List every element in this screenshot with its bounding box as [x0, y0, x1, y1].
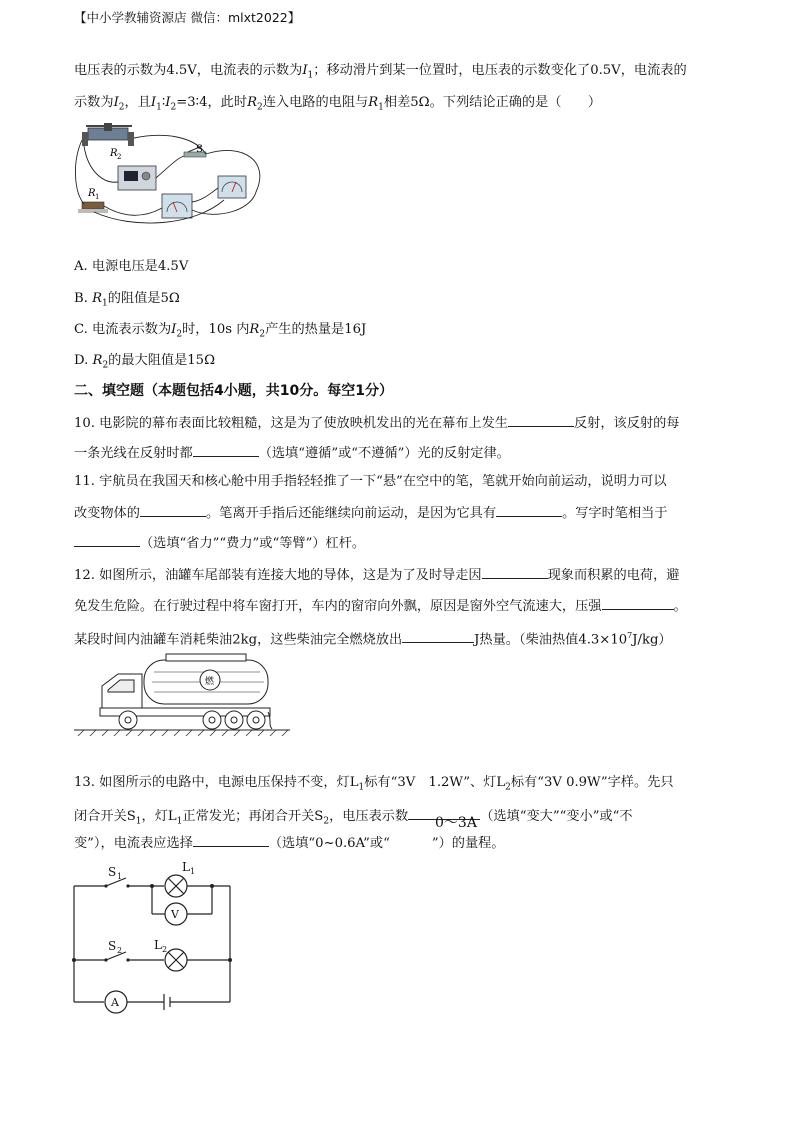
tank-label: 燃 — [205, 677, 215, 687]
text: 示数为 — [74, 95, 114, 110]
label-sub: 2 — [117, 946, 123, 955]
exponent: 7 — [627, 631, 633, 640]
q9-stem-line1: 电压表的示数为4.5V，电流表的示数为$I_1$；移动滑片到某一位置时，电压表的示数变化了0.5V，电流表的 — [74, 63, 687, 81]
text: 现象而积累的电荷，避 — [547, 568, 680, 583]
var-r: R — [92, 353, 103, 368]
q11-line1 — [74, 473, 667, 491]
answer-blank[interactable] — [402, 629, 474, 643]
text: 变”），电流表应选择 — [74, 836, 193, 851]
label-sub: 2 — [162, 945, 168, 954]
answer-blank[interactable] — [508, 413, 574, 427]
var-i: I — [113, 95, 119, 110]
var-i: I — [165, 95, 171, 110]
q9-apparatus-figure — [74, 122, 270, 232]
text: （选填“省力”“费力”或“等臂”）杠杆。 — [140, 536, 366, 551]
svg-text:2: 2 — [117, 153, 122, 161]
section-title: 二、填空题（本题包括4小题，共10分。每空1分） — [74, 383, 393, 399]
var-i: I — [171, 322, 177, 337]
text: D. — [74, 353, 93, 368]
text: 某段时间内油罐车消耗柴油2kg，这些柴油完全燃烧放出 — [74, 632, 403, 648]
var-s: S — [126, 809, 136, 824]
text: 反射，该反射的每 — [573, 416, 680, 431]
text: （选填“遵循”或“不遵循”）光的反射定律。 — [258, 446, 510, 461]
q11-line3 — [74, 533, 365, 553]
label-r2: R — [110, 148, 118, 159]
q13-circuit-figure — [66, 860, 246, 1018]
text: 改变物体的 — [74, 506, 140, 521]
q13-line1 — [74, 774, 674, 797]
text: ，电压表示数 — [329, 809, 409, 824]
text: A. 电源电压是4.5V — [74, 259, 189, 274]
text: 的阻值是5Ω — [107, 291, 180, 306]
q9-option-a[interactable] — [74, 258, 188, 276]
text: J/kg） — [632, 632, 672, 648]
text: （选填“变大”“变小”或“不 — [480, 809, 633, 824]
text: 连入电路的电阻与 — [262, 95, 369, 110]
q9-option-c[interactable]: C. 电流表示数为$I_2$时，10s 内$R_2$产生的热量是16J — [74, 322, 367, 340]
q11-line2 — [74, 503, 668, 523]
q9-option-b[interactable]: B. $R_1$的阻值是5Ω — [74, 291, 180, 309]
var-r: R — [249, 322, 260, 337]
text: 。写字时笔相当于 — [562, 506, 668, 521]
label-l: L — [182, 860, 190, 874]
var-i: I — [302, 63, 308, 78]
label-sub: 1 — [190, 867, 196, 876]
answer-blank[interactable] — [482, 565, 548, 579]
text: ”）的量程。 — [431, 836, 505, 851]
ammeter-label: A — [111, 996, 119, 1009]
var-s: S — [314, 809, 324, 824]
q13-line2 — [74, 806, 633, 831]
text: 正常发光；再闭合开关 — [182, 809, 315, 824]
text: 产生的热量是16J — [265, 322, 367, 337]
q10-line1 — [74, 413, 679, 433]
var-r: R — [247, 95, 257, 110]
q13-line3 — [74, 833, 505, 853]
text: 相差5Ω。下列结论正确的是（ ） — [383, 95, 602, 110]
text: 免发生危险。在行驶过程中将车窗打开，车内的窗帘向外飘，原因是窗外空气流速大，压强 — [74, 599, 602, 614]
text: 。 — [673, 599, 687, 614]
subscript: 1 — [135, 816, 142, 827]
var-r: R — [368, 95, 379, 110]
answer-blank[interactable] — [602, 596, 674, 610]
var-r: R — [92, 291, 103, 306]
text: 闭合开关 — [74, 809, 127, 824]
label-s: S — [196, 144, 203, 155]
subscript: 1 — [358, 782, 365, 793]
subscript: 1 — [176, 816, 183, 827]
q12-line1 — [74, 565, 679, 585]
text: =3∶4，此时 — [176, 95, 248, 110]
q10-line2 — [74, 443, 510, 463]
answer-blank[interactable] — [140, 503, 206, 517]
var-l: L — [496, 775, 506, 790]
text: 13. 如图所示的电路中，电源电压保持不变，灯 — [74, 775, 350, 790]
text: 的最大阻值是15Ω — [108, 353, 216, 368]
text: 标有“3V 1.2W”、灯 — [364, 775, 497, 790]
label-s: S — [108, 939, 117, 953]
text: B. — [74, 291, 93, 306]
text: 。笔离开手指后还能继续向前运动，是因为它具有 — [205, 506, 497, 521]
text: 标有“3V 0.9W”字样。先只 — [510, 775, 674, 790]
text: 11. 宇航员在我国天和核心舱中用手指轻轻推了一下“悬”在空中的笔，笔就开始向前运动，说明力可以 — [74, 474, 667, 489]
svg-text:1: 1 — [95, 193, 100, 201]
label-s: S — [108, 865, 117, 879]
q9-option-d[interactable]: D. $R_2$的最大阻值是15Ω — [74, 353, 216, 371]
q12-line2 — [74, 596, 687, 616]
answer-blank[interactable] — [496, 503, 562, 517]
var-i: I — [150, 95, 157, 110]
text: J热量。（柴油热值4.3×10 — [474, 632, 628, 648]
text: 12. 如图所示，油罐车尾部装有连接大地的导体，这是为了及时导走因 — [74, 568, 482, 583]
range-option-label: 0～3A — [435, 815, 477, 831]
text: C. 电流表示数为 — [74, 322, 172, 337]
subscript: 2 — [505, 782, 511, 793]
text: （选填“0~0.6A”或“ — [268, 836, 390, 851]
text: 时，10s 内 — [182, 322, 250, 337]
var-l: L — [167, 809, 177, 824]
label-l: L — [154, 938, 162, 952]
label-sub: 1 — [117, 872, 123, 881]
q12-tanker-figure — [74, 650, 290, 736]
q9-stem-line2: 示数为$I_2$，且$I_1∶I_2=3∶4$，此时$R_2$连入电路的电阻与$R_1$相差5Ω。下列结论正确的是（ ） — [74, 95, 602, 113]
answer-blank[interactable] — [74, 533, 140, 547]
answer-blank[interactable] — [193, 443, 259, 457]
text: 一条光线在反射时都 — [74, 446, 193, 461]
label-r1: R — [88, 188, 96, 199]
var-l: L — [349, 775, 359, 790]
text: 10. 电影院的幕布表面比较粗糙，这是为了使放映机发出的光在幕布上发生 — [74, 416, 508, 431]
text: ，灯 — [141, 809, 168, 824]
text: 电压表的示数为4.5V，电流表的示数为 — [74, 63, 303, 78]
voltmeter-label: V — [171, 908, 179, 921]
text: ，且 — [124, 95, 151, 110]
q12-line3 — [74, 627, 672, 649]
answer-blank[interactable] — [193, 833, 269, 847]
text: ；移动滑片到某一位置时，电压表的示数变化了0.5V，电流表的 — [313, 63, 687, 78]
subscript: 2 — [323, 816, 330, 827]
page-header: 【中小学教辅资源店 微信：mlxt2022】 — [74, 10, 301, 25]
